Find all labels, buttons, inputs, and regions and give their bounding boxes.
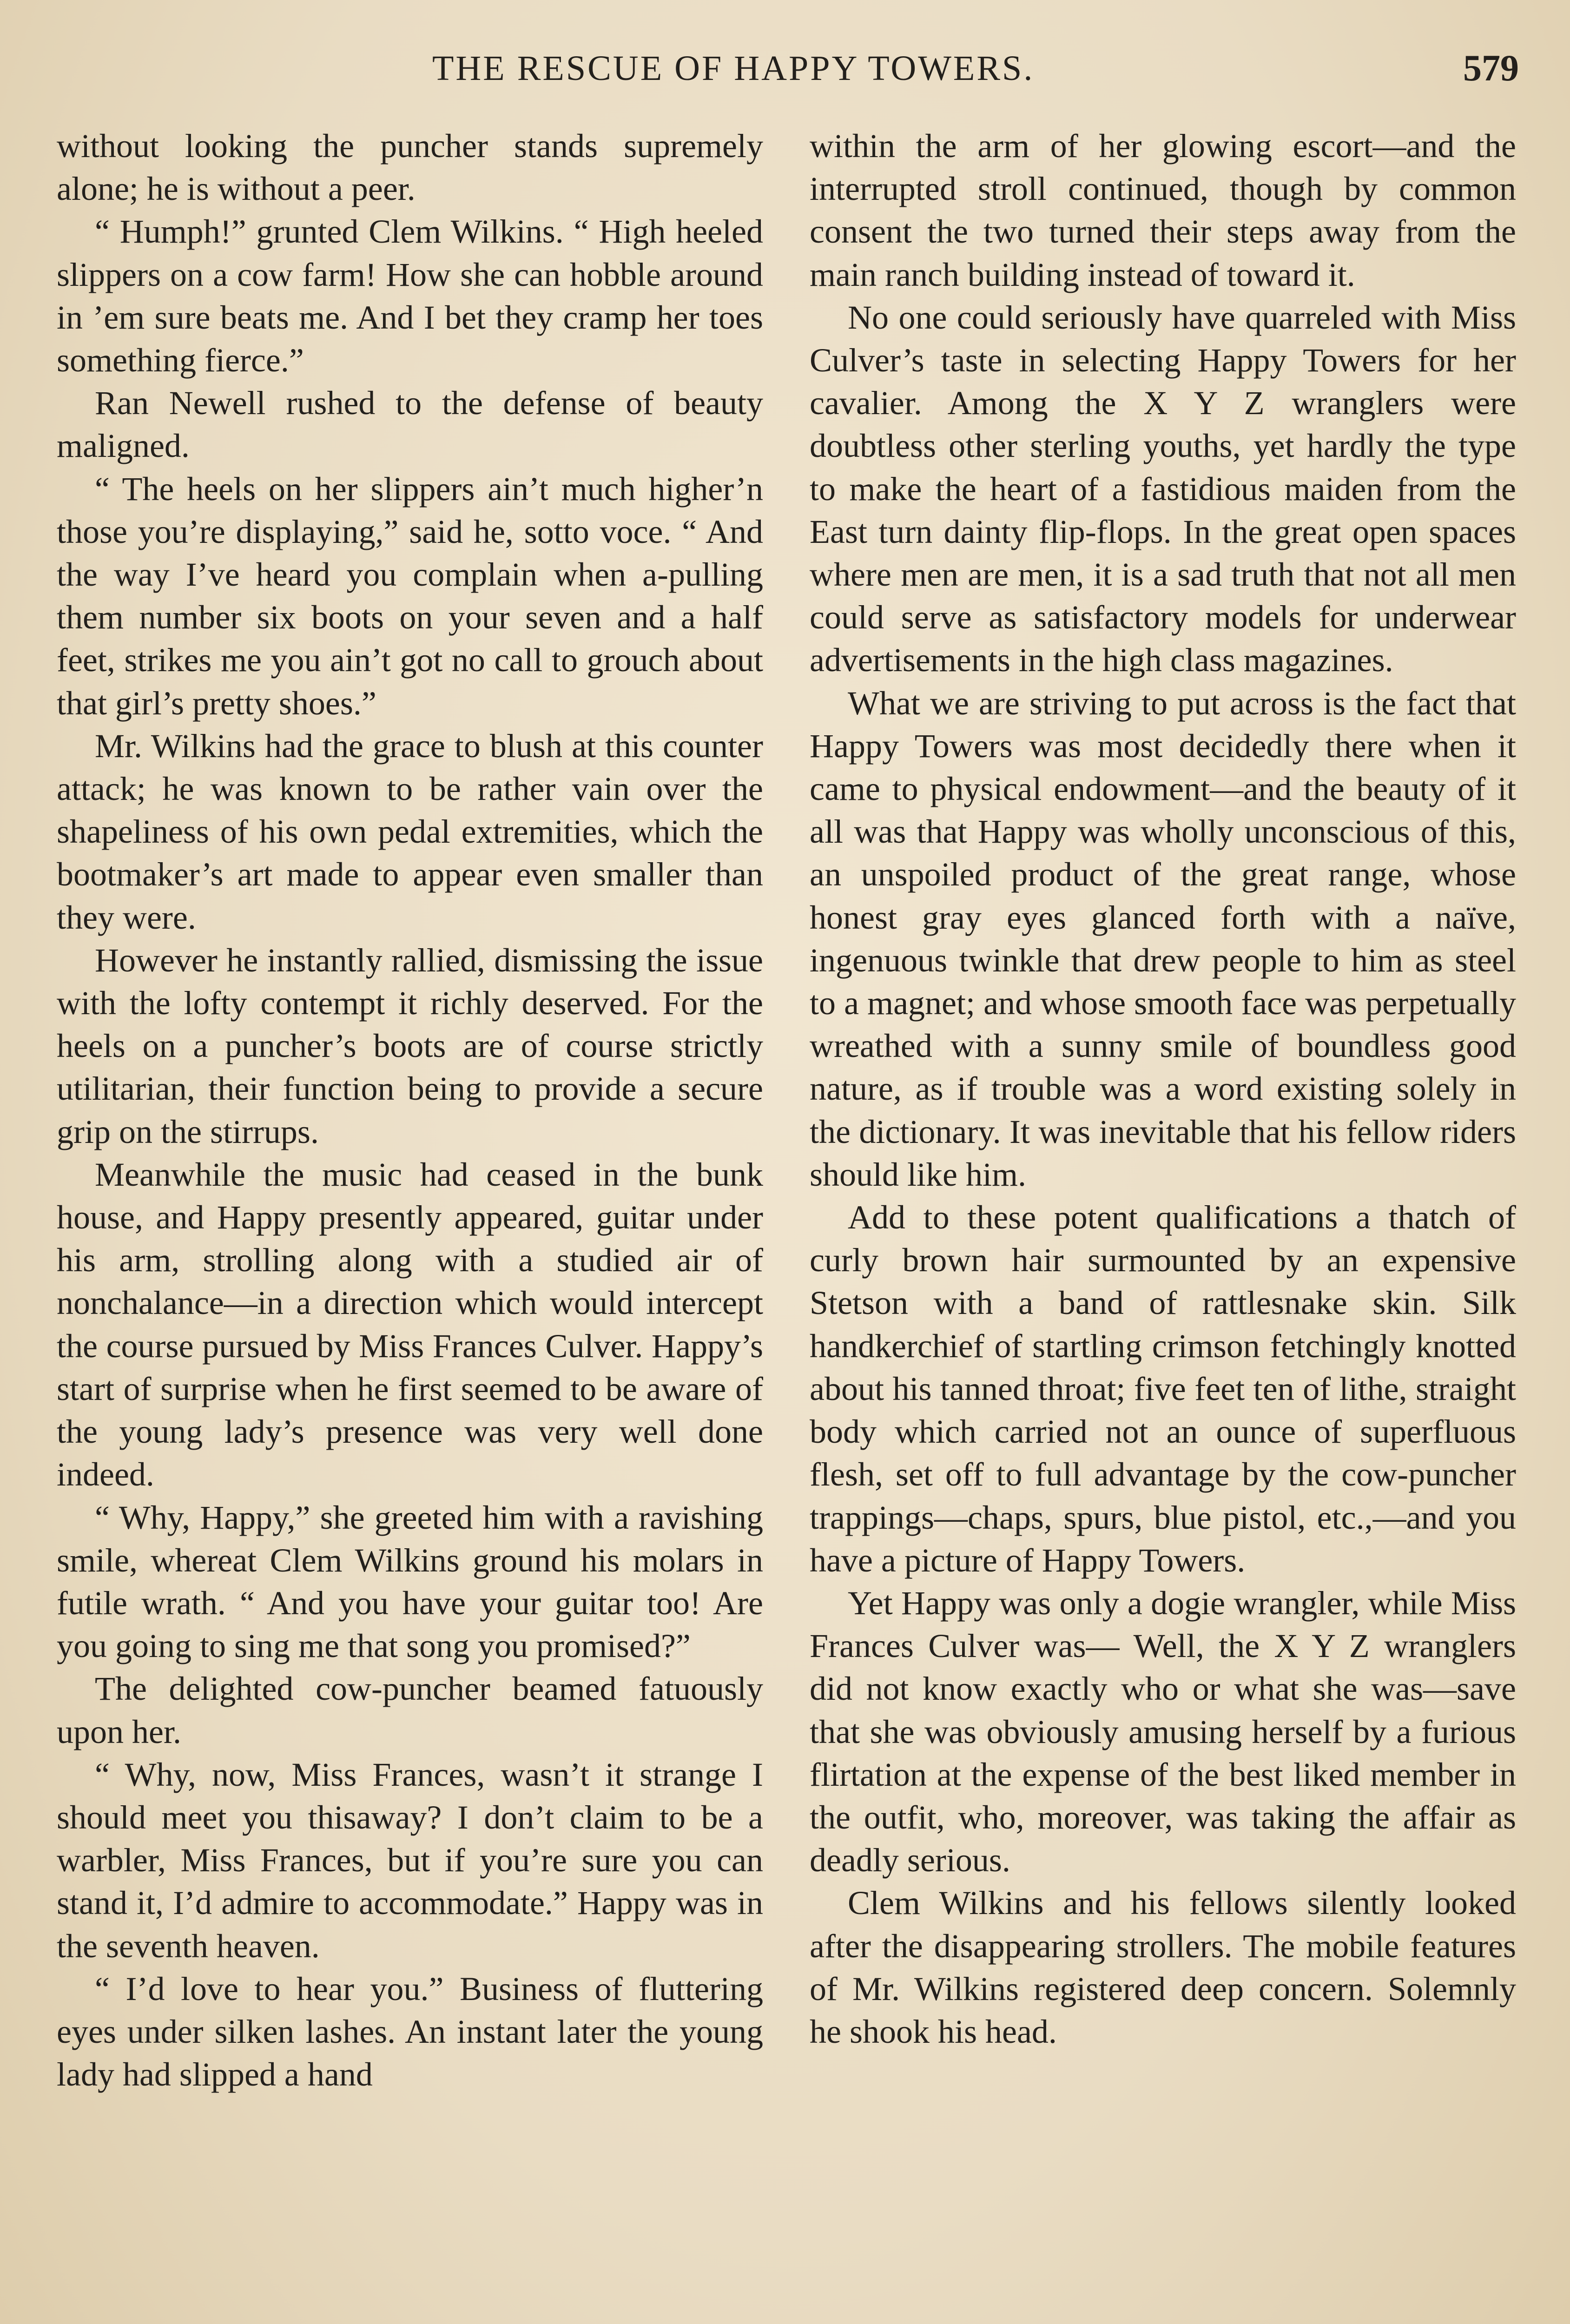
paragraph: “ Why, Happy,” she greeted him with a ravishing smile, whereat Clem Wilkins ground his molars in futile wrath. “ And you have your guitar too! Are you going to sing me that song you promised?” <box>57 1499 763 1665</box>
right-column <box>810 125 1516 2324</box>
paragraph: Add to these potent qualifications a thatch of curly brown hair surmounted by an expensive Stetson with a band of rattlesnake skin. Silk handkerchief of startling crimson fetchingly knotted about his tanned throat; five feet ten of lithe, straight body which carried not an ounce of superfluous flesh, set off to full advantage by the cow-puncher trappings—chaps, spurs, blue pistol, etc.,—and you have a picture of Happy Towers. <box>810 1199 1516 1579</box>
paragraph: within the arm of her glowing escort—and the interrupted stroll continued, though by common consent the two turned their steps away from the main ranch building instead of toward it. <box>810 127 1516 293</box>
paragraph: “ Humph!” grunted Clem Wilkins. “ High heeled slippers on a cow farm! How she can hobble around in ’em sure beats me. And I bet they cramp her toes something fierce.” <box>57 213 763 379</box>
left-column <box>57 125 763 2324</box>
paragraph: without looking the puncher stands supremely alone; he is without a peer. <box>57 127 763 208</box>
paragraph: What we are striving to put across is the fact that Happy Towers was most decidedly there when it came to physical endowment—and the beauty of it all was that Happy was wholly unconscious of this, an unspoiled product of the great range, whose honest gray eyes glanced forth with a naïve, ingenuous twinkle that drew people to him as steel to a magnet; and whose smooth face was perpetually wreathed with a sunny smile of boundless good nature, as if trouble was a word existing solely in the dictionary. It was inevitable that his fellow riders should like him. <box>810 684 1516 1193</box>
paragraph: Mr. Wilkins had the grace to blush at this counter attack; he was known to be rather vain over the shapeliness of his own pedal extremities, which the bootmaker’s art made to appear even smaller than they were. <box>57 727 763 936</box>
paragraph: No one could seriously have quarreled with Miss Culver’s taste in selecting Happy Towers for her cavalier. Among the X Y Z wranglers were doubtless other sterling youths, yet hardly the type to make the heart of a fastidious maiden from the East turn dainty flip-flops. In the great open spaces where men are men, it is a sad truth that not all men could serve as satisfactory models for underwear advertisements in the high class magazines. <box>810 298 1516 679</box>
paragraph: Meanwhile the music had ceased in the bunk house, and Happy presently appeared, guitar under his arm, strolling along with a studied air of nonchalance—in a direction which would intercept the course pursued by Miss Frances Culver. Happy’s start of surprise when he first seemed to be aware of the young lady’s presence was very well done indeed. <box>57 1155 763 1493</box>
paragraph: Ran Newell rushed to the defense of beauty maligned. <box>57 384 763 465</box>
paragraph: “ I’d love to hear you.” Business of fluttering eyes under silken lashes. An instant later the young lady had slipped a hand <box>57 1970 763 2093</box>
paragraph: Clem Wilkins and his fellows silently looked after the disappearing strollers. The mobile features of Mr. Wilkins registered deep concern. Solemnly he shook his head. <box>810 1884 1516 2050</box>
paragraph: “ Why, now, Miss Frances, wasn’t it strange I should meet you thisaway? I don’t claim to be a warbler, Miss Frances, but if you’re sure you can stand it, I’d admire to accommodate.” Happy was in the seventh heaven. <box>57 1756 763 1965</box>
paragraph: However he instantly rallied, dismissing the issue with the lofty contempt it richly deserved. For the heels on a puncher’s boots are of course strictly utilitarian, their function being to provide a secure grip on the stirrups. <box>57 941 763 1150</box>
page-header <box>56 43 1519 94</box>
running-head: THE RESCUE OF HAPPY TOWERS. <box>432 49 1035 88</box>
text-columns <box>57 125 1516 2324</box>
paragraph: “ The heels on her slippers ain’t much higher’n those you’re displaying,” said he, sotto voce. “ And the way I’ve heard you complain when a-pulling them number six boots on your seven and a half feet, strikes me you ain’t got no call to grouch about that girl’s pretty shoes.” <box>57 470 763 722</box>
paragraph: The delighted cow-puncher beamed fatuously upon her. <box>57 1670 763 1750</box>
paragraph: Yet Happy was only a dogie wrangler, while Miss Frances Culver was— Well, the X Y Z wranglers did not know exactly who or what she was—save that she was obviously amusing herself by a furious flirtation at the expense of the best liked member in the outfit, who, moreover, was taking the affair as deadly serious. <box>810 1584 1516 1879</box>
page-number: 579 <box>1463 48 1519 89</box>
